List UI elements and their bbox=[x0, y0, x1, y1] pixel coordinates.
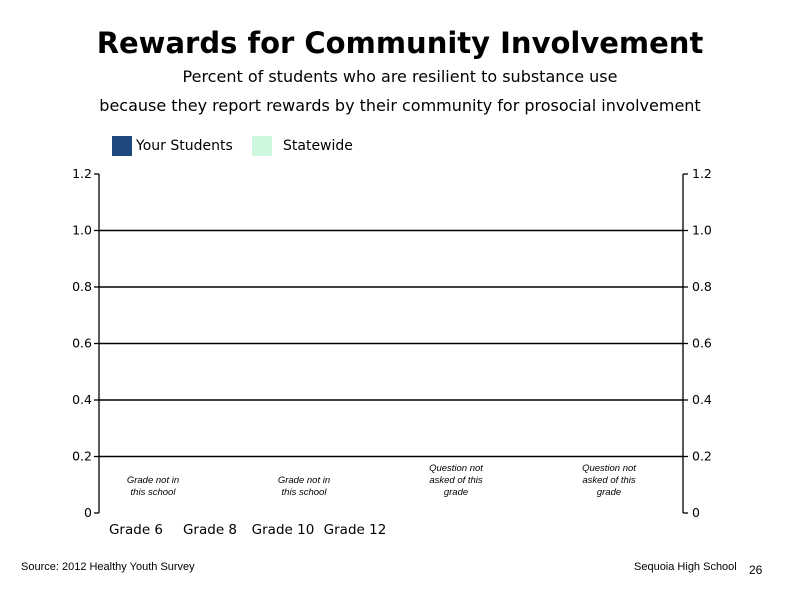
chart-subtitle-line2: because they report rewards by their community for prosocial involvement bbox=[99, 96, 701, 115]
chart-title: Rewards for Community Involvement bbox=[96, 26, 704, 60]
chart-subtitle-line1: Percent of students who are resilient to substance use bbox=[182, 67, 618, 86]
bar-annotation: asked of this bbox=[429, 475, 483, 486]
y-tick-label-right: 0.2 bbox=[692, 448, 712, 464]
bar-annotation: grade bbox=[596, 487, 622, 498]
y-tick-label-left: 1.0 bbox=[72, 222, 92, 238]
bar-annotation: this school bbox=[281, 487, 327, 498]
y-tick-label-left: 0.8 bbox=[72, 279, 92, 294]
x-tick-label: Grade 8 bbox=[182, 522, 238, 538]
school-name: Sequoia High School bbox=[634, 561, 737, 573]
bar-annotation: Grade not in bbox=[277, 475, 331, 486]
y-tick-label-left: 0 bbox=[84, 505, 92, 520]
x-tick-label: Grade 6 bbox=[108, 522, 164, 538]
legend-label-your-students: Your Students bbox=[136, 138, 233, 154]
y-tick-label-left: 0.6 bbox=[72, 335, 92, 351]
y-tick-label-right: 0.4 bbox=[692, 392, 712, 407]
page-number: 26 bbox=[749, 563, 763, 577]
y-tick-label-left: 1.2 bbox=[72, 166, 92, 181]
y-tick-label-left: 0.4 bbox=[72, 392, 92, 407]
bar-annotation: asked of this bbox=[582, 475, 636, 486]
bar-annotation: this school bbox=[130, 487, 176, 498]
bar-annotation: Question not bbox=[582, 463, 636, 474]
bar-annotation: grade bbox=[443, 487, 469, 498]
y-tick-label-right: 1.2 bbox=[692, 166, 712, 181]
source-note: Source: 2012 Healthy Youth Survey bbox=[21, 561, 195, 573]
y-tick-label-right: 1.0 bbox=[692, 222, 712, 238]
y-tick-label-right: 0 bbox=[692, 505, 700, 520]
y-tick-label-right: 0.8 bbox=[692, 279, 712, 294]
x-tick-label: Grade 10 bbox=[251, 522, 315, 538]
y-tick-label-right: 0.6 bbox=[692, 335, 712, 351]
bar-annotation: Question not bbox=[429, 463, 483, 474]
legend-label-statewide: Statewide bbox=[283, 138, 353, 154]
x-tick-label: Grade 12 bbox=[323, 522, 387, 538]
y-tick-label-left: 0.2 bbox=[72, 448, 92, 464]
bar-annotation: Grade not in bbox=[126, 475, 180, 486]
